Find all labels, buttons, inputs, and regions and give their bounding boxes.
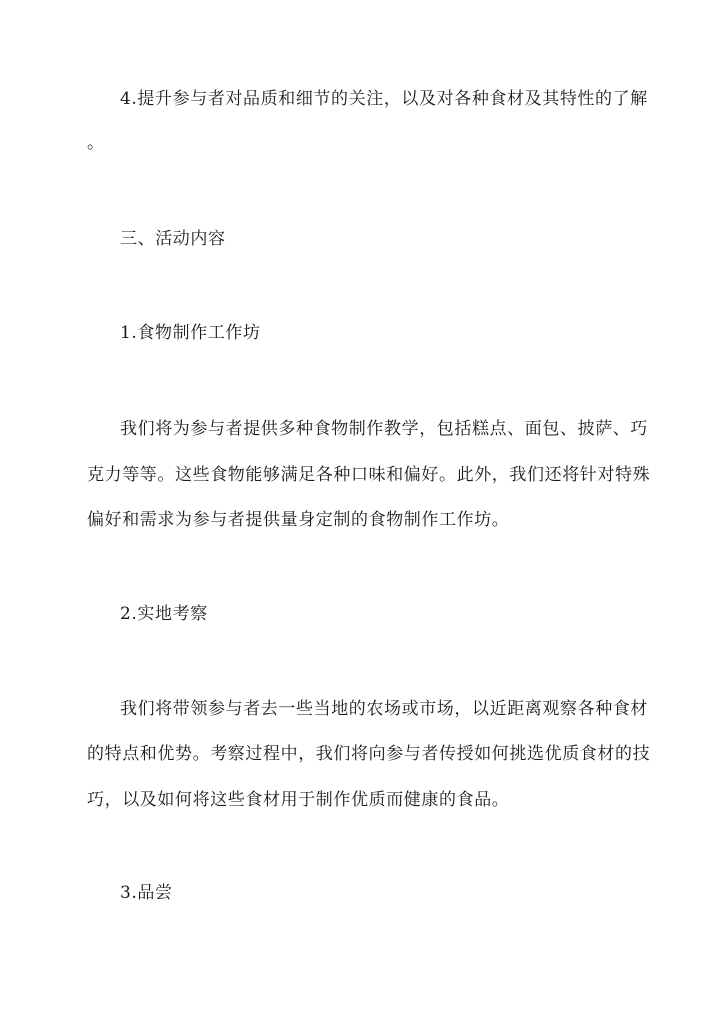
objective-4-line-1: 4.提升参与者对品质和细节的关注，以及对各种食材及其特性的了解 [120,89,648,109]
item-2-paragraph-line-1: 我们将带领参与者去一些当地的农场或市场，以近距离观察各种食材 [120,699,648,719]
item-1-paragraph-line-3: 偏好和需求为参与者提供量身定制的食物制作工作坊。 [87,510,510,530]
item-2-paragraph-line-3: 巧，以及如何将这些食材用于制作优质而健康的食品。 [87,790,510,810]
item-3-heading: 3.品尝 [120,883,173,903]
item-1-paragraph-line-1: 我们将为参与者提供多种食物制作教学，包括糕点、面包、披萨、巧 [120,419,648,439]
section-3-heading: 三、活动内容 [120,229,226,249]
objective-4-line-2: 。 [87,133,105,153]
item-2-paragraph-line-2: 的特点和优势。考察过程中，我们将向参与者传授如何挑选优质食材的技 [87,744,651,764]
item-1-paragraph-line-2: 克力等等。这些食物能够满足各种口味和偏好。此外，我们还将针对特殊 [87,465,651,485]
item-2-heading: 2.实地考察 [120,604,208,624]
item-1-heading: 1.食物制作工作坊 [120,323,261,343]
